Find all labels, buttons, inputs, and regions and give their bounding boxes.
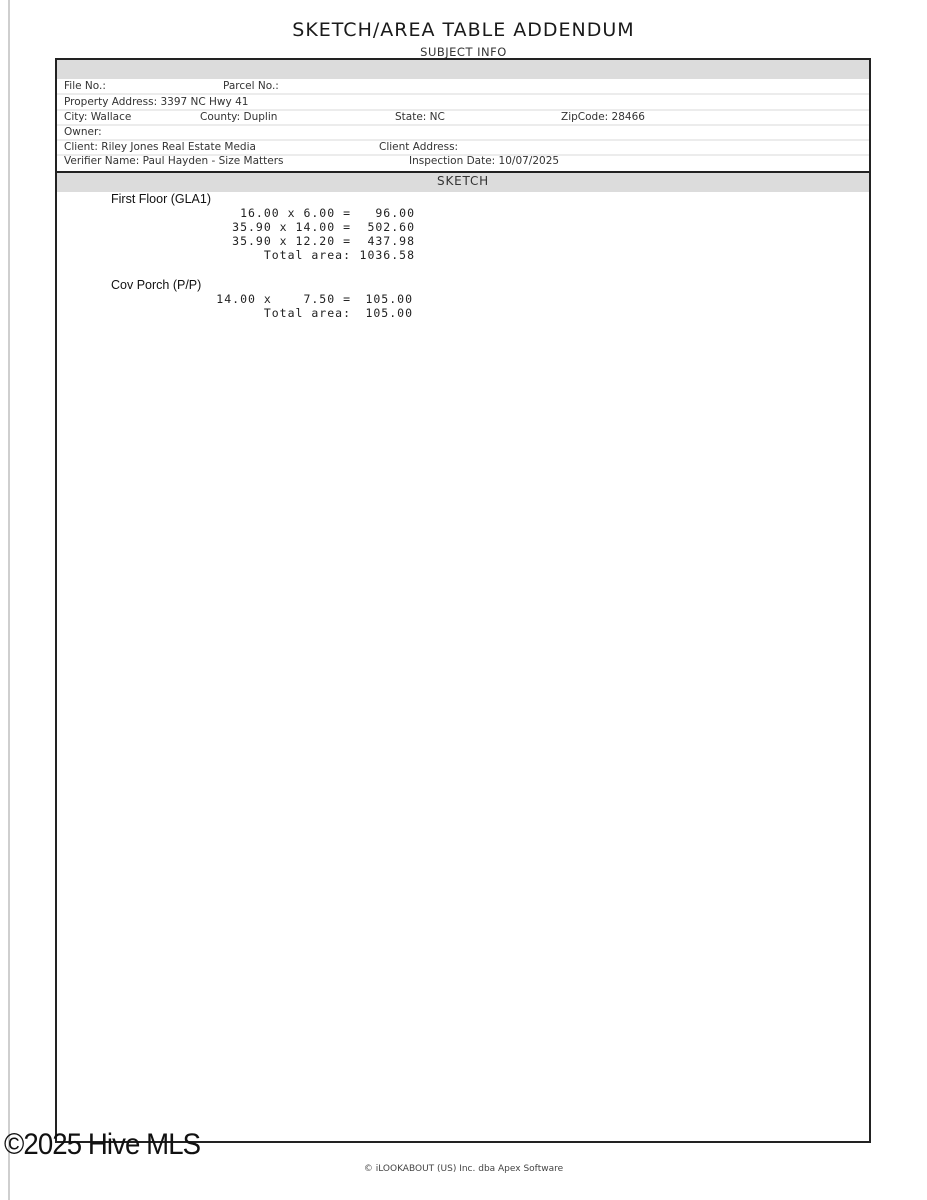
- document-title: SKETCH/AREA TABLE ADDENDUM: [292, 19, 635, 41]
- state-field: State: NC: [395, 111, 445, 123]
- area-total-value: 105.00: [365, 306, 413, 320]
- page-edge-rule: [8, 0, 10, 1200]
- area-calc-dims: 14.00 x 7.50 =: [216, 292, 351, 306]
- county-field: County: Duplin: [200, 111, 278, 123]
- zipcode-field: ZipCode: 28466: [561, 111, 645, 123]
- verifier-field: Verifier Name: Paul Hayden - Size Matters: [64, 155, 284, 167]
- addendum-frame: [55, 58, 871, 1143]
- area-total-label: Total area:: [263, 306, 351, 320]
- area-total-label: Total area:: [263, 248, 351, 262]
- row-verifier: [57, 154, 869, 168]
- mls-watermark: ©2025 Hive MLS: [4, 1128, 201, 1161]
- section-subject-info-heading: SUBJECT INFO: [420, 45, 507, 59]
- area-calc-value: 437.98: [367, 234, 415, 248]
- area-calc-dims: 16.00 x 6.00 =: [240, 206, 351, 220]
- section-sketch-heading: SKETCH: [57, 173, 869, 192]
- row-owner: [57, 125, 869, 141]
- area-name: First Floor (GLA1): [111, 192, 212, 206]
- area-calc-value: 502.60: [367, 220, 415, 234]
- row-property-address: [57, 95, 869, 111]
- client-address-field: Client Address:: [379, 141, 459, 153]
- subject-header-band: [57, 60, 869, 79]
- area-calc-dims: 35.90 x 12.20 =: [232, 234, 351, 248]
- property-address-field: Property Address: 3397 NC Hwy 41: [64, 96, 249, 108]
- client-field: Client: Riley Jones Real Estate Media: [64, 141, 256, 153]
- area-total-value: 1036.58: [359, 248, 415, 262]
- row-location: [57, 110, 869, 126]
- area-calc-value: 96.00: [375, 206, 415, 220]
- area-name: Cov Porch (P/P): [111, 278, 202, 292]
- software-copyright: © iLOOKABOUT (US) Inc. dba Apex Software: [363, 1164, 564, 1174]
- area-calc-value: 105.00: [365, 292, 413, 306]
- row-file-parcel: [57, 79, 869, 95]
- area-calc-dims: 35.90 x 14.00 =: [232, 220, 351, 234]
- city-field: City: Wallace: [64, 111, 132, 123]
- parcel-no-field: Parcel No.:: [223, 80, 279, 92]
- inspection-date-field: Inspection Date: 10/07/2025: [409, 155, 560, 167]
- owner-field: Owner:: [64, 126, 102, 138]
- file-no-field: File No.:: [64, 80, 106, 92]
